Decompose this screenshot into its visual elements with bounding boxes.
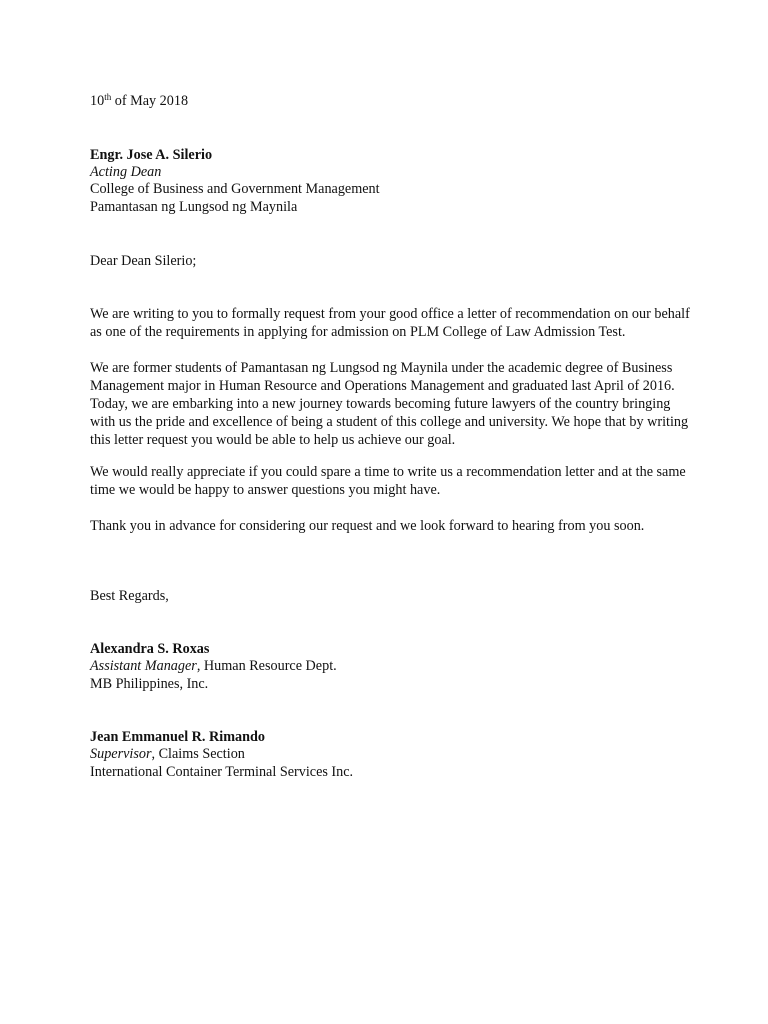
paragraph-line: Management major in Human Resource and Operations Management and graduated last April of 2016. <box>90 378 675 394</box>
body-paragraph-2 <box>90 359 688 449</box>
recipient-title: Acting Dean <box>90 164 162 180</box>
signatory-1-position <box>90 657 337 675</box>
date-suffix: th <box>104 92 112 102</box>
signatory-1-name: Alexandra S. Roxas <box>90 641 210 657</box>
recipient-college: College of Business and Government Management <box>90 181 380 197</box>
paragraph-line: Today, we are embarking into a new journey towards becoming future lawyers of the country bringing <box>90 396 671 412</box>
signatory-1-company: MB Philippines, Inc. <box>90 676 209 692</box>
paragraph-line: We are writing to you to formally request from your good office a letter of recommendation on our behalf <box>90 306 690 322</box>
paragraph-line: this letter request you would be able to help us achieve our goal. <box>90 432 456 448</box>
signatory-2-position-title: Supervisor <box>90 746 152 762</box>
signatory-1-position-title: Assistant Manager <box>90 658 197 674</box>
signatory-2-name: Jean Emmanuel R. Rimando <box>90 729 265 745</box>
paragraph-line: We would really appreciate if you could spare a time to write us a recommendation letter and at the same <box>90 464 686 480</box>
signatory-2-position-dept: , Claims Section <box>151 746 245 762</box>
body-paragraph-4 <box>90 517 644 535</box>
paragraph-line: We are former students of Pamantasan ng Lungsod ng Maynila under the academic degree of Business <box>90 360 673 376</box>
signatory-1-position-dept: , Human Resource Dept. <box>196 658 337 674</box>
paragraph-line: time we would be happy to answer questions you might have. <box>90 482 441 498</box>
paragraph-line: as one of the requirements in applying for admission on PLM College of Law Admission Test. <box>90 324 626 340</box>
body-paragraph-1 <box>90 305 690 341</box>
date-rest: of May 2018 <box>111 93 189 109</box>
recipient-name: Engr. Jose A. Silerio <box>90 147 213 163</box>
body-paragraph-3 <box>90 463 686 499</box>
paragraph-line: Thank you in advance for considering our request and we look forward to hearing from you soon. <box>90 518 645 534</box>
signatory-2-position <box>90 745 245 763</box>
letter-date <box>90 92 188 110</box>
date-day: 10 <box>90 93 105 109</box>
closing: Best Regards, <box>90 588 169 604</box>
recipient-university: Pamantasan ng Lungsod ng Maynila <box>90 199 298 215</box>
signatory-2-company: International Container Terminal Services Inc. <box>90 764 354 780</box>
salutation: Dear Dean Silerio; <box>90 253 197 269</box>
paragraph-line: with us the pride and excellence of being a student of this college and university. We hope that by writing <box>90 414 689 430</box>
